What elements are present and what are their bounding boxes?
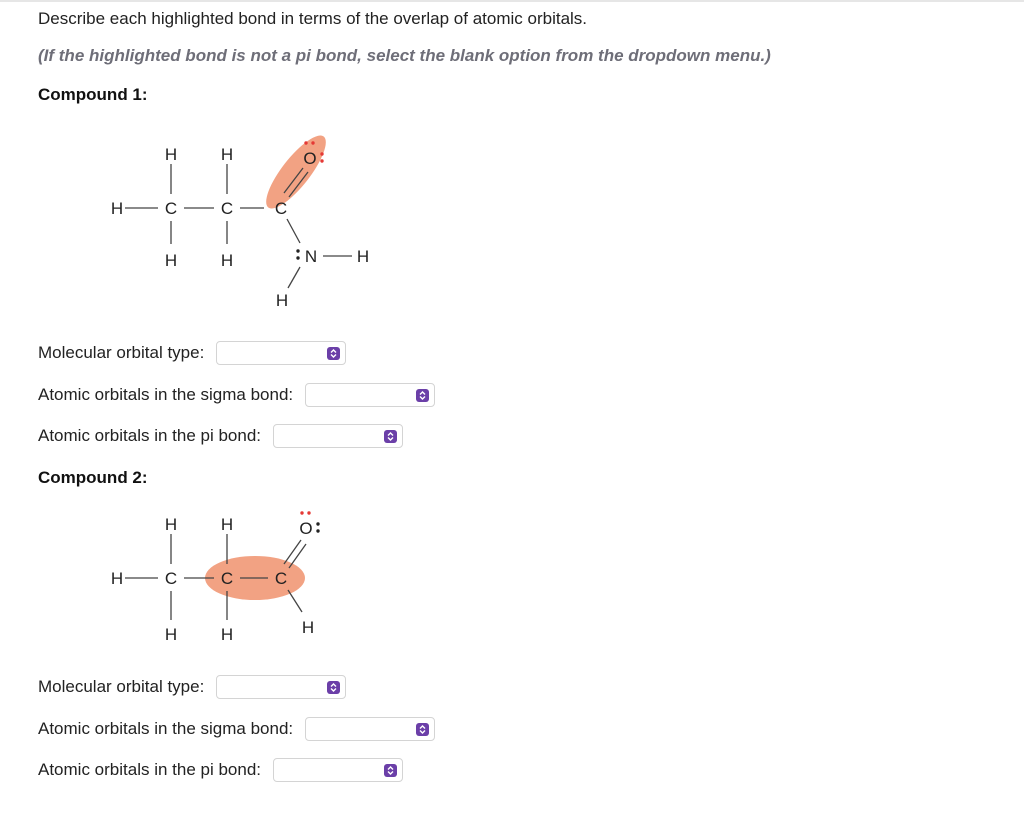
pi-orbitals-dropdown[interactable] <box>273 758 403 782</box>
chevron-updown-icon <box>327 681 340 694</box>
chevron-updown-icon <box>384 764 397 777</box>
atom-h: H <box>220 515 234 534</box>
field-label: Atomic orbitals in the pi bond: <box>38 426 262 445</box>
atom-h: H <box>164 251 178 270</box>
field-label: Molecular orbital type: <box>38 677 205 696</box>
atom-c: C <box>274 569 288 588</box>
atom-c: C <box>220 199 234 218</box>
compound-2-heading: Compound 2: <box>38 468 148 487</box>
compound-2-sigma-row <box>38 716 435 742</box>
atom-h: H <box>164 515 178 534</box>
sigma-orbitals-dropdown[interactable] <box>305 717 435 741</box>
atom-c: C <box>220 569 234 588</box>
atom-h: H <box>110 199 124 218</box>
hint-text: (If the highlighted bond is not a pi bond, select the blank option from the dropdown menu.) <box>38 46 771 65</box>
atom-h: H <box>110 569 124 588</box>
orbital-type-dropdown[interactable] <box>216 675 346 699</box>
field-label: Atomic orbitals in the pi bond: <box>38 760 262 779</box>
atom-n: N <box>304 247 318 266</box>
compound-2-orbital-type-row <box>38 674 346 700</box>
atom-h: H <box>220 625 234 644</box>
atom-o: O <box>299 519 313 538</box>
chevron-updown-icon <box>416 723 429 736</box>
compound-2-pi-row <box>38 757 403 783</box>
atom-h: H <box>164 145 178 164</box>
field-label: Molecular orbital type: <box>38 343 205 362</box>
atom-c: C <box>164 569 178 588</box>
atom-h: H <box>220 251 234 270</box>
atom-c: C <box>274 199 288 218</box>
field-label: Atomic orbitals in the sigma bond: <box>38 719 294 738</box>
atom-o: O <box>303 149 317 168</box>
field-label: Atomic orbitals in the sigma bond: <box>38 385 294 404</box>
question-text: Describe each highlighted bond in terms of the overlap of atomic orbitals. <box>38 9 588 28</box>
atom-h: H <box>164 625 178 644</box>
atom-h: H <box>356 247 370 266</box>
atom-h: H <box>301 618 315 637</box>
atom-c: C <box>164 199 178 218</box>
compound-1-heading: Compound 1: <box>38 85 148 104</box>
atom-h: H <box>220 145 234 164</box>
atom-h: H <box>275 291 289 310</box>
